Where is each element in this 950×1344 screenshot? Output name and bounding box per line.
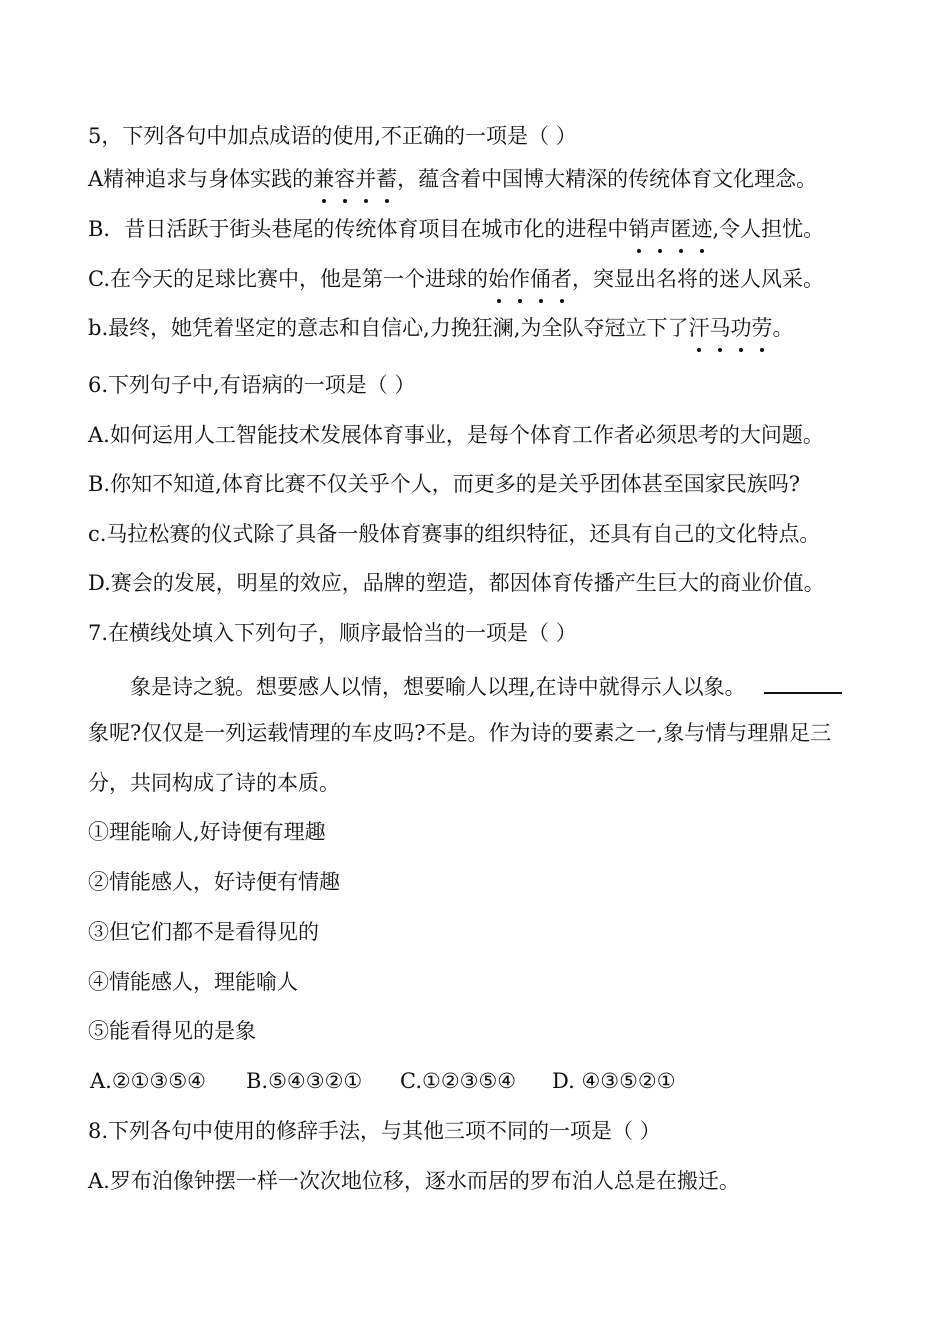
dotted-char: 功 [730, 313, 751, 343]
dotted-char: 者 [551, 264, 572, 294]
q6-option-b: B.你知不知道,体育比赛不仅关乎个人，而更多的是关乎团体甚至国家民族吗? [88, 472, 801, 496]
q7-passage-line-2: 象呢?仅仅是一列运载情理的车皮吗?不是。作为诗的要素之一,象与情与理鼎足三 [88, 721, 832, 745]
q7-item-2: ②情能感人，好诗便有情趣 [88, 870, 340, 894]
dotted-char: 汗 [688, 313, 709, 343]
dotted-char: 匿 [670, 214, 691, 244]
option-c-text-after: ，突显出名将的迷人风采。 [572, 267, 824, 291]
q8-option-a: A.罗布泊像钟摆一样一次次地位移，逐水而居的罗布泊人总是在搬迁。 [88, 1169, 740, 1193]
q5-stem: 5，下列各句中加点成语的使用,不正确的一项是（ ） [88, 124, 577, 148]
answer-blank [764, 670, 842, 694]
dotted-char: 始 [488, 264, 509, 294]
option-a-text-after: ，蕴含着中国博大精深的传统体育文化理念。 [397, 167, 818, 191]
q7-item-5: ⑤能看得见的是象 [88, 1019, 256, 1043]
q7-option-c: C.①②③⑤④ [400, 1069, 517, 1093]
dotted-char: 作 [509, 264, 530, 294]
dotted-char: 兼 [313, 164, 334, 194]
q5-option-d [88, 313, 793, 343]
option-c-text-before: C.在今天的足球比赛中，他是第一个进球的 [88, 267, 488, 291]
q6-option-c: c.马拉松赛的仪式除了具备一般体育赛事的组织特征，还具有自己的文化特点。 [88, 522, 821, 546]
q7-passage-line-1 [130, 670, 842, 702]
q6-option-d: D.赛会的发展，明星的效应，品牌的塑造，都因体育传播产生巨大的商业价值。 [88, 571, 825, 595]
q7-passage-text: 象是诗之貌。想要感人以情，想要喻人以理,在诗中就得示人以象。 [130, 675, 746, 699]
q5-option-b [88, 214, 824, 244]
q7-item-3: ③但它们都不是看得见的 [88, 920, 319, 944]
dotted-char: 蓄 [376, 164, 397, 194]
q6-option-a: A.如何运用人工智能技术发展体育事业，是每个体育工作者必须思考的大问题。 [88, 423, 824, 447]
dotted-char: 并 [355, 164, 376, 194]
option-b-text-before: B．昔日活跃于街头巷尾的传统体育项目在城市化的进程中 [88, 217, 629, 241]
option-a-text-before: A精神追求与身体实践的 [88, 167, 314, 191]
dotted-char: 声 [649, 214, 670, 244]
option-d-text-after: 。 [772, 316, 794, 340]
q7-item-4: ④情能感人，理能喻人 [88, 970, 298, 994]
q5-option-c [88, 264, 824, 294]
q7-stem: 7.在横线处填入下列句子，顺序最恰当的一项是（ ） [88, 621, 577, 645]
q7-option-b: B.⑤④③②① [246, 1069, 363, 1093]
dotted-char: 迹 [691, 214, 712, 244]
q7-option-a: A.②①③⑤④ [90, 1069, 206, 1093]
dotted-char: 劳 [751, 313, 772, 343]
option-b-text-after: ,令人担忧。 [712, 217, 825, 241]
dotted-char: 马 [709, 313, 730, 343]
q6-stem: 6.下列句子中,有语病的一项是（ ） [88, 373, 416, 397]
dotted-char: 容 [334, 164, 355, 194]
q7-option-d: D. ④③⑤②① [552, 1069, 676, 1093]
q7-passage-line-3: 分，共同构成了诗的本质。 [88, 771, 340, 795]
dotted-char: 俑 [530, 264, 551, 294]
option-d-text-before: b.最终，她凭着坚定的意志和自信心,力挽狂澜,为全队夺冠立下了 [88, 316, 689, 340]
q5-option-a [88, 164, 817, 194]
q7-item-1: ①理能喻人,好诗便有理趣 [88, 820, 326, 844]
q8-stem: 8.下列各句中使用的修辞手法，与其他三项不同的一项是（ ） [88, 1119, 661, 1143]
dotted-char: 销 [628, 214, 649, 244]
